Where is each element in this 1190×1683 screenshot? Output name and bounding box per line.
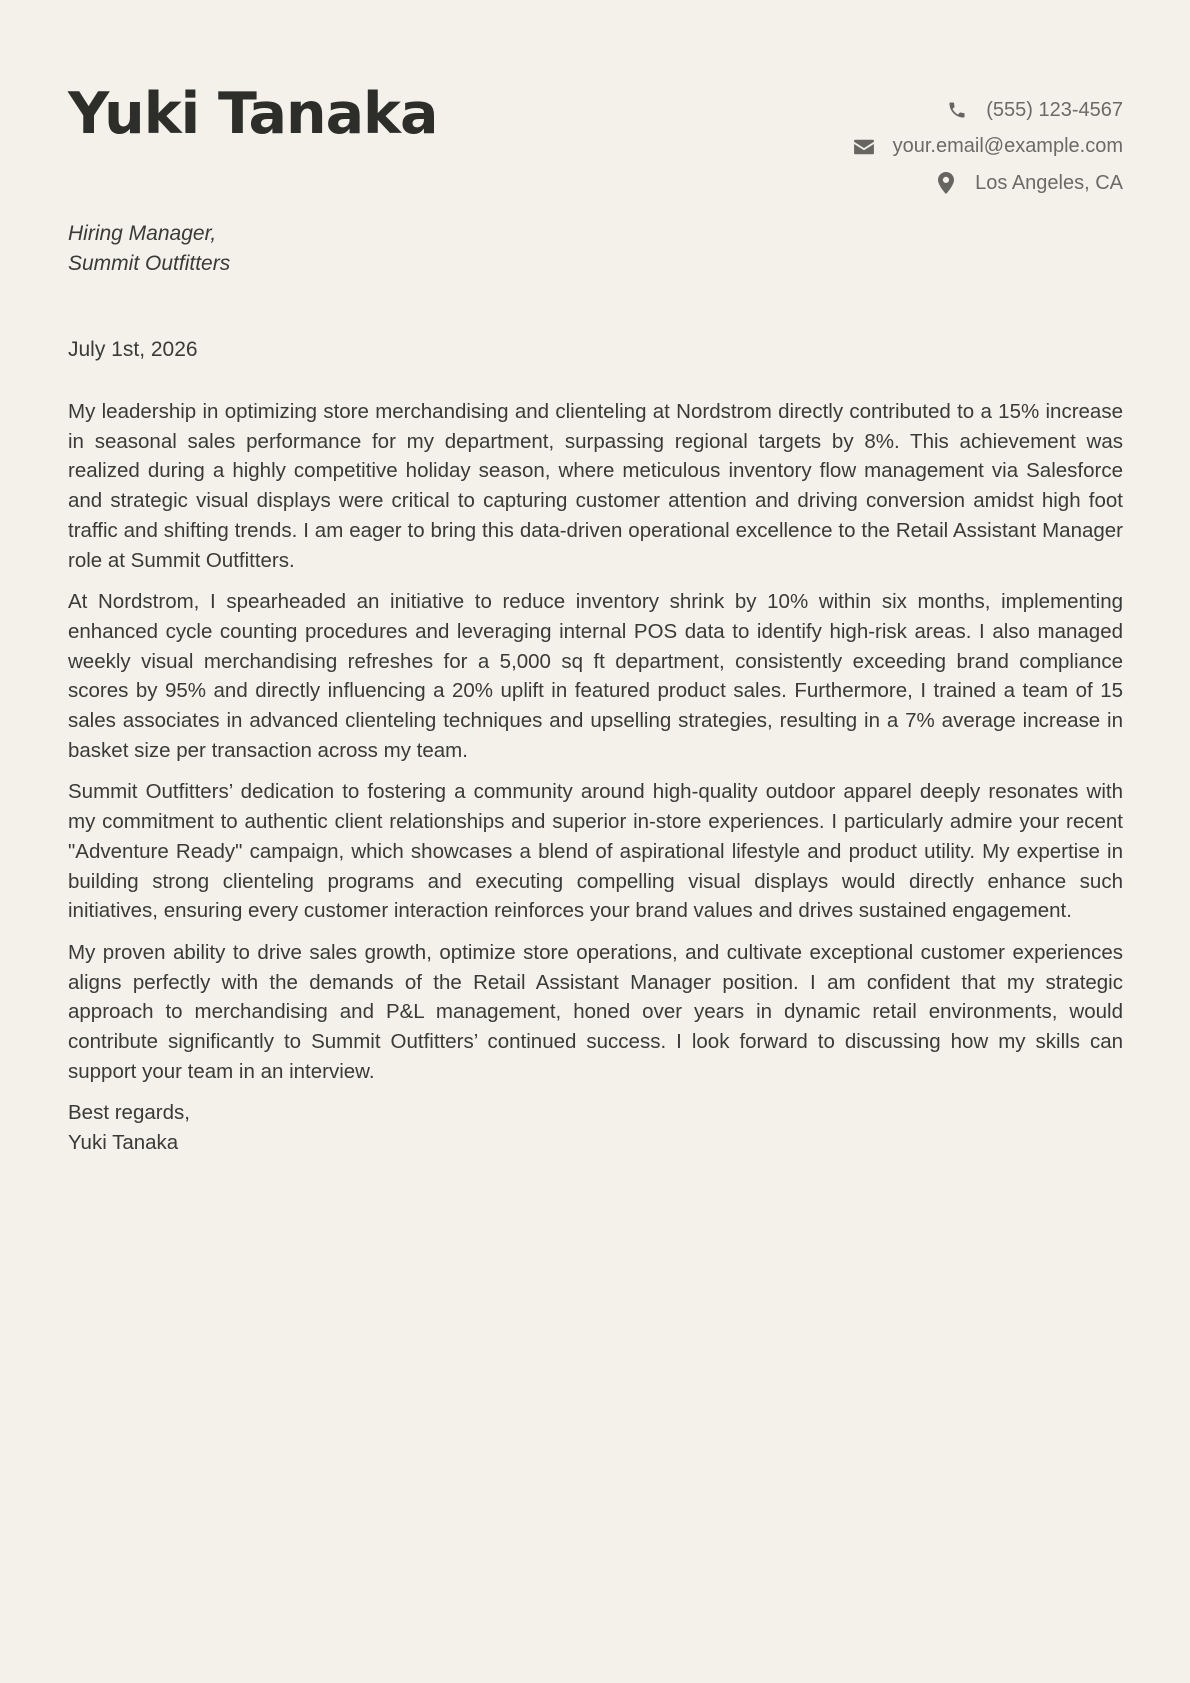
contact-info [853,92,1123,202]
closing-salutation: Best regards, [68,1101,190,1125]
signature-name: Yuki Tanaka [68,1131,179,1155]
phone-icon [946,99,968,121]
body-paragraph-1: My leadership in optimizing store merchandising and clienteling at Nordstrom directly contributed to a 15% increase in seasonal sales performance for my department, surpassing regional targets by 8%. This achievement was realized during a highly competitive holiday season, where meticulous inventory flow management via Salesforce and strategic visual displays were critical to capturing customer attention and driving conversion amidst high foot traffic and shifting trends. I am eager to bring this data-driven operational excellence to the Retail Assistant Manager role at Summit Outfitters. [68,400,1123,572]
recipient-company: Summit Outfitters [68,252,231,275]
body-paragraph-4: My proven ability to drive sales growth, optimize store operations, and cultivate exceptional customer experiences aligns perfectly with the demands of the Retail Assistant Manager position. I am confident that my strategic approach to merchandising and P&L management, honed over years in dynamic retail environments, would contribute significantly to Summit Outfitters’ continued success. I look forward to discussing how my skills can support your team in an interview. [68,940,1123,1083]
cover-letter-page [68,0,1123,1683]
contact-phone [853,92,1123,129]
applicant-name: Yuki Tanaka [68,81,438,147]
location-text: Los Angeles, CA [975,171,1123,194]
map-pin-icon [935,172,957,194]
contact-email [853,129,1123,166]
letter-body [68,397,1123,1158]
body-paragraph-3: Summit Outfitters’ dedication to fostering a community around high-quality outdoor apparel deeply resonates with my commitment to authentic client relationships and superior in-store experiences. I particularly admire your recent "Adventure Ready" campaign, which showcases a blend of aspirational lifestyle and product utility. My expertise in building strong clienteling programs and executing compelling visual displays would directly enhance such initiatives, ensuring every customer interaction reinforces your brand values and drives sustained engagement. [68,780,1123,923]
body-paragraph-2: At Nordstrom, I spearheaded an initiative to reduce inventory shrink by 10% within six months, implementing enhanced cycle counting procedures and leveraging internal POS data to identify high-risk areas. I also managed weekly visual merchandising refreshes for a 5,000 sq ft department, consistently exceeding brand compliance scores by 95% and directly influencing a 20% uplift in featured product sales. Furthermore, I trained a team of 15 sales associates in advanced clienteling techniques and upselling strategies, resulting in a 7% average increase in basket size per transaction across my team. [68,590,1123,762]
recipient-title: Hiring Manager, [68,222,217,245]
envelope-icon [853,136,875,158]
contact-location [853,165,1123,202]
email-text: your.email@example.com [892,135,1123,158]
recipient-block [68,219,230,279]
phone-text: (555) 123-4567 [986,98,1123,121]
closing-block [68,1098,1123,1157]
letter-date: July 1st, 2026 [68,338,198,361]
